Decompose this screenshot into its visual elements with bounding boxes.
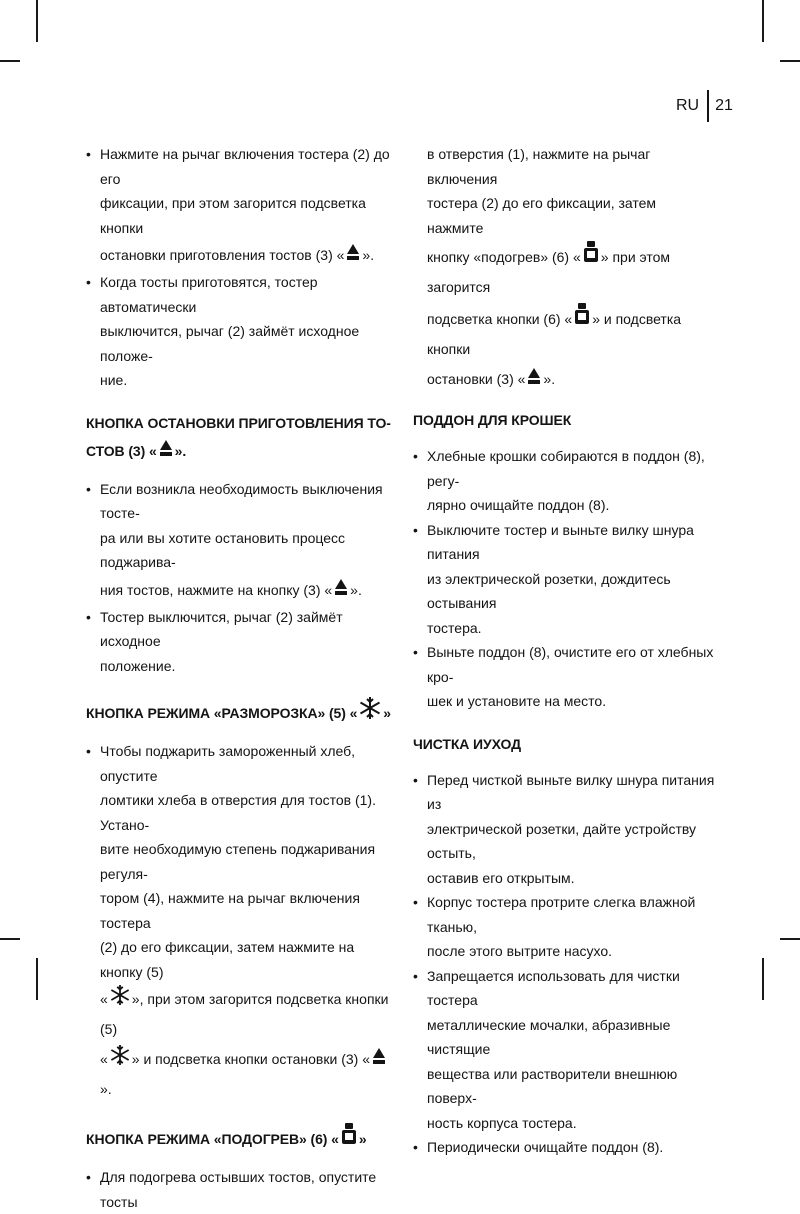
eject-icon: [159, 438, 173, 458]
snowflake-icon: [359, 696, 381, 720]
page-header: [676, 90, 733, 122]
crop-mark-bottom-left-h: [0, 938, 20, 940]
snowflake-icon: [110, 984, 130, 1006]
bullet-list-crumb-tray: [413, 444, 715, 714]
list-item: • Перед чисткой выньте вилку шнура питания из электрической розетки, дайте устройству остыть, оставив его открытым.: [413, 768, 715, 891]
section-heading-care: ЧИСТКА ИУХОД: [413, 735, 521, 752]
crop-mark-top-right: [762, 0, 764, 42]
crop-mark-bottom-right-h: [780, 938, 800, 940]
section-heading-reheat: КНОПКА РЕЖИМА «ПОДОГРЕВ» (6) « »: [86, 1122, 392, 1154]
list-item: • Для подогрева остывших тостов, опустите тосты: [86, 1165, 392, 1214]
bullet-list-reheat: [86, 1165, 392, 1214]
bullet-list-care: [413, 768, 715, 1160]
crop-mark-top-left-h: [0, 60, 20, 62]
crop-mark-top-right-h: [780, 60, 800, 62]
section-heading-stop: КНОПКА ОСТАНОВКИ ПРИГОТОВЛЕНИЯ ТО- СТОВ (3) « ».: [86, 414, 391, 459]
reheat-continuation: в отверстия (1), нажмите на рычаг включения тостера (2) до его фиксации, затем нажмите кнопку «подогрев» (6) « » при этом загорится подсветка кнопки (6) « » и подсветка кнопки остановки (3) « ».: [427, 146, 682, 387]
right-column: [413, 142, 715, 1160]
page-number: 21: [715, 97, 733, 114]
list-item: • Корпус тостера протрите слегка влажной тканью, после этого вытрите насухо.: [413, 890, 715, 964]
eject-icon: [372, 1046, 386, 1066]
eject-icon: [334, 577, 348, 597]
left-column: [86, 142, 392, 1214]
bullet-list-stop: [86, 477, 392, 679]
snowflake-icon: [110, 1044, 130, 1066]
toaster-icon: [583, 240, 599, 264]
toaster-icon: [341, 1122, 357, 1146]
list-item: • Выключите тостер и выньте вилку шнура питания из электрической розетки, дождитесь остывания тостера.: [413, 518, 715, 641]
eject-icon: [527, 366, 541, 386]
section-heading-crumb-tray: ПОДДОН ДЛЯ КРОШЕК: [413, 412, 572, 428]
list-item: • Тостер выключится, рычаг (2) займёт исходное положение.: [86, 605, 392, 679]
list-item: • Когда тосты приготовятся, тостер автоматически выключится, рычаг (2) займёт исходное положе- ние.: [86, 270, 392, 393]
list-item: • Если возникла необходимость выключения тосте- ра или вы хотите остановить процесс поджарива- ния тостов, нажмите на кнопку (3) « ».: [86, 477, 392, 605]
list-item: • Чтобы поджарить замороженный хлеб, опустите ломтики хлеба в отверстия для тостов (1). Устано- вите необходимую степень поджаривания регуля- тором (4), нажмите на рычаг включения тостера (2) до его фиксации, затем нажмите на кнопку (5) « », при этом загорится подсветка кнопки (5) « » и подсветка кнопки остановки (3) « ».: [86, 739, 392, 1104]
list-item: • Хлебные крошки собираются в поддон (8), регу- лярно очищайте поддон (8).: [413, 444, 715, 518]
language-code: RU: [676, 97, 700, 114]
crop-mark-bottom-right: [762, 958, 764, 1000]
toaster-icon: [574, 302, 590, 326]
eject-icon: [346, 242, 360, 262]
list-item: • Выньте поддон (8), очистите его от хлебных кро- шек и установите на место.: [413, 640, 715, 714]
bullet-list-start: [86, 142, 392, 393]
list-item: • Запрещается использовать для чистки тостера металлические мочалки, абразивные чистящие вещества или растворители внешнюю поверх- ность корпуса тостера.: [413, 964, 715, 1136]
crop-mark-top-left: [36, 0, 38, 42]
bullet-list-defrost: [86, 739, 392, 1104]
crop-mark-bottom-left: [36, 958, 38, 1000]
list-item: • Нажмите на рычаг включения тостера (2) до его фиксации, при этом загорится подсветка кнопки остановки приготовления тостов (3) « ».: [86, 142, 392, 270]
section-heading-defrost: КНОПКА РЕЖИМА «РАЗМОРОЗКА» (5) « »: [86, 696, 392, 728]
list-item: • Периодически очищайте поддон (8).: [413, 1135, 715, 1160]
